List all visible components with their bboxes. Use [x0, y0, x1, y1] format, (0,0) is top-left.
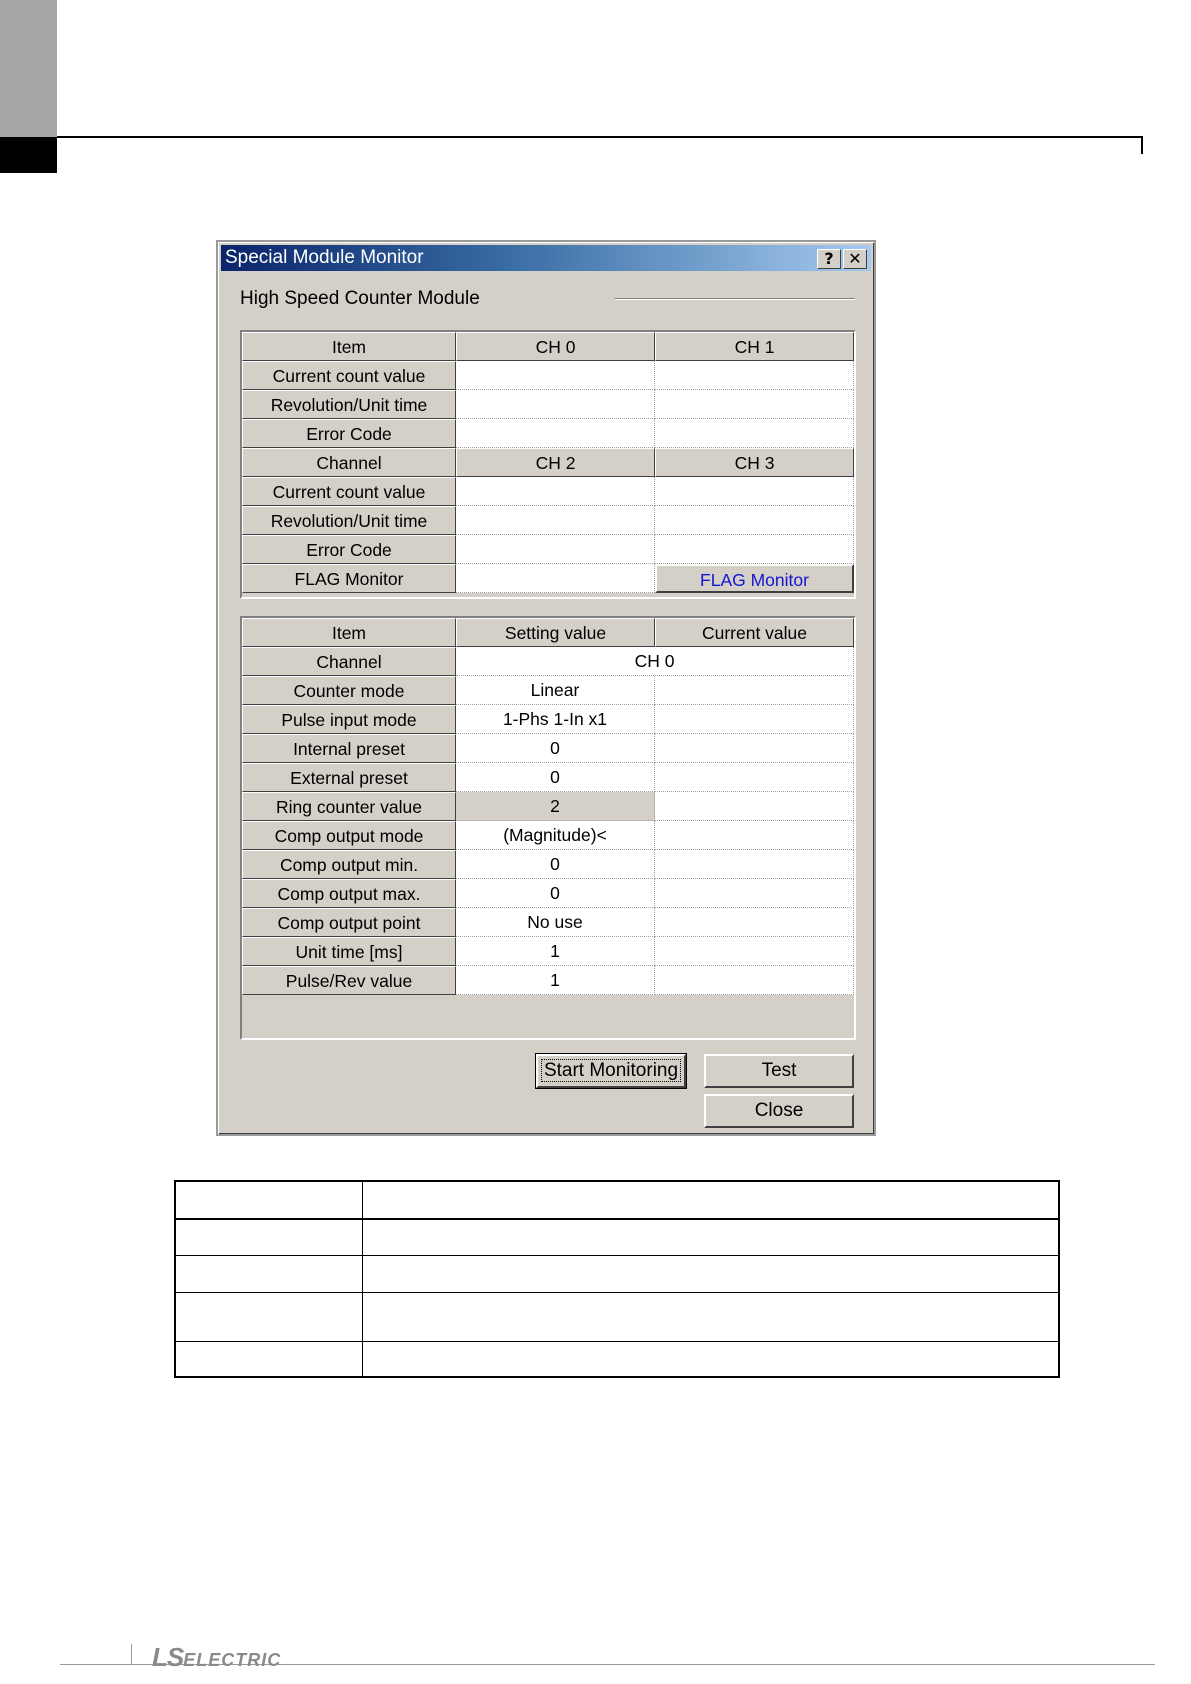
value-cell	[655, 477, 854, 506]
start-monitoring-label: Start Monitoring	[541, 1059, 681, 1082]
row-label: Counter mode	[242, 676, 456, 705]
row-label: Pulse/Rev value	[242, 966, 456, 995]
row-label: Channel	[242, 448, 456, 477]
logo-electric: ELECTRIC	[183, 1650, 282, 1670]
ls-electric-logo	[152, 1642, 281, 1673]
setting-value[interactable]: 1	[456, 966, 655, 995]
value-cell	[456, 361, 655, 390]
row-label: Error Code	[242, 419, 456, 448]
value-cell	[456, 477, 655, 506]
row-label: Current count value	[242, 361, 456, 390]
setting-value[interactable]: 0	[456, 763, 655, 792]
chapter-tab-marker	[0, 137, 57, 173]
row-label: Revolution/Unit time	[242, 390, 456, 419]
special-module-monitor-dialog	[216, 240, 876, 1136]
setting-value[interactable]: Linear	[456, 676, 655, 705]
row-label: Ring counter value	[242, 792, 456, 821]
column-header[interactable]: Item	[242, 332, 456, 361]
value-cell	[456, 535, 655, 564]
row-label: Revolution/Unit time	[242, 506, 456, 535]
column-header[interactable]: Setting value	[456, 618, 655, 647]
row-label: Channel	[242, 647, 456, 676]
value-cell	[456, 506, 655, 535]
setting-value[interactable]: No use	[456, 908, 655, 937]
current-value	[655, 792, 854, 821]
footer-tick	[131, 1644, 132, 1664]
value-cell	[655, 506, 854, 535]
current-value	[655, 705, 854, 734]
current-value	[655, 734, 854, 763]
row-label: External preset	[242, 763, 456, 792]
row-label: Comp output mode	[242, 821, 456, 850]
help-icon[interactable]: ?	[817, 249, 841, 269]
row-label: Current count value	[242, 477, 456, 506]
value-cell	[655, 390, 854, 419]
channel-header: CH 2	[456, 448, 655, 477]
setting-value[interactable]: 0	[456, 850, 655, 879]
value-cell	[655, 361, 854, 390]
row-label: Comp output max.	[242, 879, 456, 908]
row-label: Error Code	[242, 535, 456, 564]
current-value	[655, 966, 854, 995]
row-label: FLAG Monitor	[242, 564, 456, 593]
setting-value[interactable]: 0	[456, 734, 655, 763]
value-cell	[456, 390, 655, 419]
current-value	[655, 821, 854, 850]
value-cell	[456, 564, 655, 593]
current-value	[655, 879, 854, 908]
chapter-tab	[0, 0, 57, 137]
setting-value[interactable]: 0	[456, 879, 655, 908]
current-value	[655, 763, 854, 792]
module-title: High Speed Counter Module	[240, 288, 480, 309]
value-cell	[655, 535, 854, 564]
description-row	[176, 1293, 1058, 1342]
column-header[interactable]: CH 0	[456, 332, 655, 361]
value-cell	[456, 419, 655, 448]
current-value	[655, 850, 854, 879]
current-value	[655, 908, 854, 937]
row-label: Comp output min.	[242, 850, 456, 879]
settings-table	[240, 616, 856, 1040]
setting-value[interactable]: 2	[456, 792, 655, 821]
channel-value: CH 0	[456, 647, 854, 676]
start-monitoring-button[interactable]	[536, 1054, 686, 1088]
description-row	[176, 1220, 1058, 1256]
value-cell	[655, 419, 854, 448]
column-header[interactable]: Item	[242, 618, 456, 647]
description-table	[174, 1180, 1060, 1378]
logo-ls: LS	[152, 1642, 184, 1672]
description-header-row	[176, 1182, 1058, 1220]
row-label: Pulse input mode	[242, 705, 456, 734]
description-row	[176, 1256, 1058, 1293]
row-label: Comp output point	[242, 908, 456, 937]
setting-value[interactable]: (Magnitude)<	[456, 821, 655, 850]
current-value	[655, 676, 854, 705]
setting-value[interactable]: 1-Phs 1-In x1	[456, 705, 655, 734]
title-bar[interactable]	[221, 245, 871, 271]
close-icon[interactable]: ✕	[843, 249, 867, 269]
row-label: Unit time [ms]	[242, 937, 456, 966]
monitor-table	[240, 330, 856, 599]
current-value	[655, 937, 854, 966]
row-label: Internal preset	[242, 734, 456, 763]
flag-monitor-button[interactable]: FLAG Monitor	[655, 564, 854, 593]
description-column-divider	[362, 1182, 363, 1376]
test-button[interactable]: Test	[704, 1054, 854, 1088]
header-rule-tick	[1141, 136, 1143, 154]
header-rule	[57, 136, 1143, 138]
setting-value[interactable]: 1	[456, 937, 655, 966]
column-header[interactable]: CH 1	[655, 332, 854, 361]
close-button[interactable]: Close	[704, 1094, 854, 1128]
channel-header: CH 3	[655, 448, 854, 477]
window-title: Special Module Monitor	[225, 247, 424, 268]
column-header[interactable]: Current value	[655, 618, 854, 647]
group-divider	[615, 298, 855, 300]
